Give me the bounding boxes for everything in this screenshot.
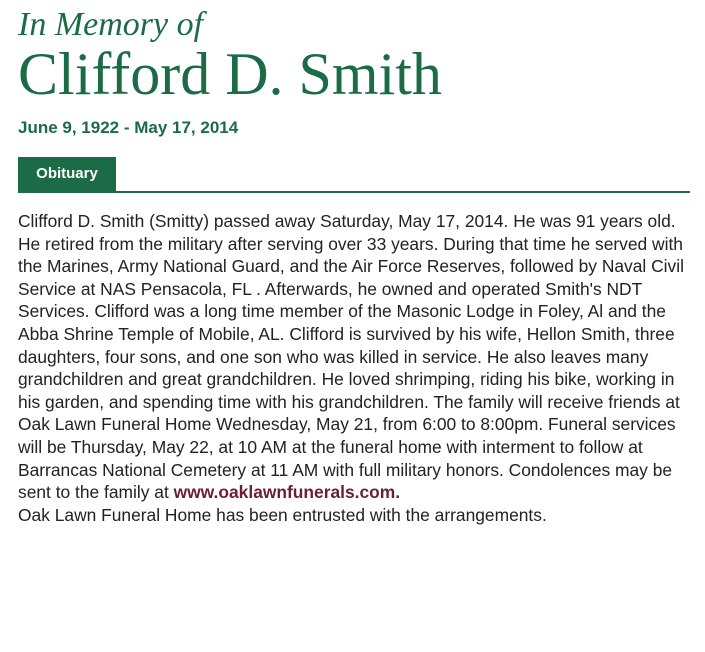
- tab-obituary[interactable]: Obituary: [18, 157, 116, 191]
- in-memory-heading: In Memory of: [18, 6, 204, 43]
- closing-line: Oak Lawn Funeral Home has been entrusted with the arrangements.: [18, 504, 547, 525]
- deceased-name: Clifford D. Smith: [18, 41, 442, 107]
- obituary-text: Clifford D. Smith (Smitty) passed away Saturday, May 17, 2014. He was 91 years old. He retired from the military after serving over 33 years. During that time he served with the Marines, Army National Guard, and the Air Force Reserves, followed by Naval Civil Service at NAS Pensacola, FL . Afterwards, he owned and operated Smith's NDT Services. Clifford was a long time member of the Masonic Lodge in Foley, Al and the Abba Shrine Temple of Mobile, AL. Clifford is survived by his wife, Hellon Smith, three daughters, four sons, and one son who was killed in service. He also leaves many grandchildren and great grandchildren. He loved shrimping, riding his bike, working in his garden, and spending time with his grandchildren. The family will receive friends at Oak Lawn Funeral Home Wednesday, May 21, from 6:00 to 8:00pm. Funeral services will be Thursday, May 22, at 10 AM at the funeral home with interment to follow at Barrancas National Cemetery at 11 AM with full military honors. Condolences may be sent to the family at: [18, 211, 684, 503]
- life-dates: June 9, 1922 - May 17, 2014: [18, 118, 239, 137]
- tab-bar: [18, 157, 690, 193]
- obituary-body: [18, 210, 690, 526]
- funeral-home-link[interactable]: www.oaklawnfunerals.com.: [173, 482, 401, 503]
- obituary-paragraph: [18, 210, 690, 504]
